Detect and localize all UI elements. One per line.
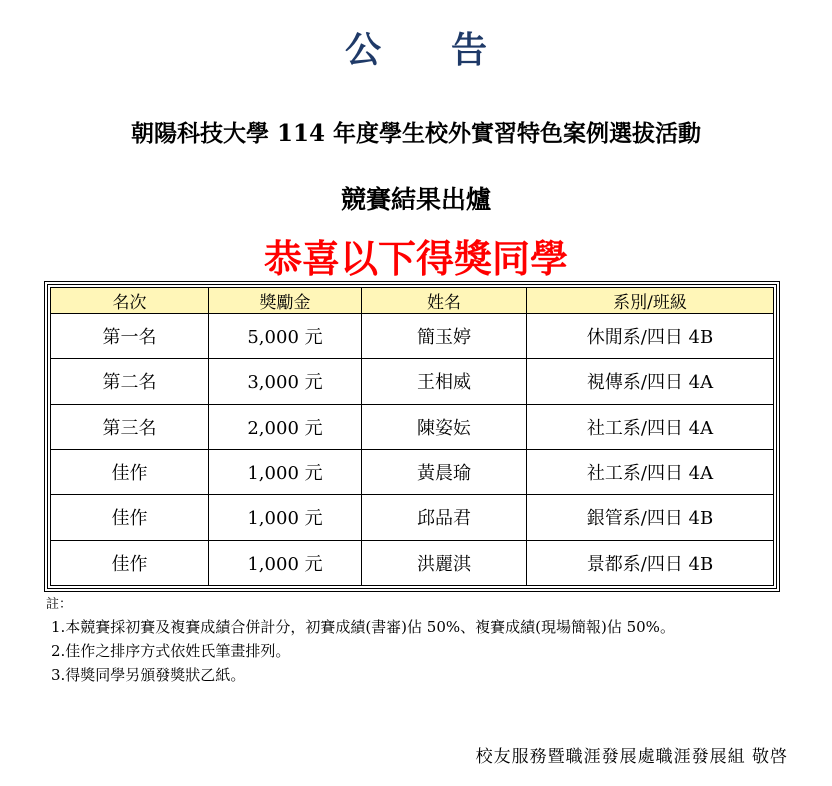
congrats-heading: 恭喜以下得獎同學	[263, 236, 568, 281]
event-title: 朝陽科技大學 114 年度學生校外實習特色案例選拔活動	[130, 120, 702, 147]
cell-rank: 第一名	[51, 314, 209, 359]
cell-name: 邱品君	[362, 495, 527, 540]
signature: 校友服務暨職涯發展處職涯發展組 敬啓	[475, 747, 788, 767]
cell-rank: 佳作	[51, 540, 209, 585]
cell-prize: 2,000 元	[209, 404, 362, 449]
cell-name: 王相威	[362, 359, 527, 404]
header-department: 系別/班級	[527, 288, 774, 314]
table-header-row	[51, 288, 774, 314]
table-row	[51, 540, 774, 585]
cell-department: 社工系/四日 4A	[527, 449, 774, 494]
notes-section	[46, 595, 675, 687]
cell-rank: 第三名	[51, 404, 209, 449]
cell-department: 銀管系/四日 4B	[527, 495, 774, 540]
table-row	[51, 404, 774, 449]
results-table-frame	[44, 281, 780, 592]
cell-name: 黃晨瑜	[362, 449, 527, 494]
cell-prize: 1,000 元	[209, 449, 362, 494]
table-row	[51, 495, 774, 540]
table-row	[51, 359, 774, 404]
cell-rank: 佳作	[51, 449, 209, 494]
notes-label: 註：	[46, 597, 73, 612]
cell-department: 社工系/四日 4A	[527, 404, 774, 449]
result-subtitle: 競賽結果出爐	[340, 185, 491, 214]
note-item: 1.本競賽採初賽及複賽成績合併計分，初賽成績(書審)佔 50%、複賽成績(現場簡報)佔 50%。	[51, 618, 675, 636]
cell-department: 景都系/四日 4B	[527, 540, 774, 585]
cell-department: 視傳系/四日 4A	[527, 359, 774, 404]
cell-rank: 第二名	[51, 359, 209, 404]
cell-name: 陳姿妘	[362, 404, 527, 449]
cell-prize: 1,000 元	[209, 540, 362, 585]
note-item: 3.得獎同學另頒發獎狀乙紙。	[51, 666, 246, 684]
note-item: 2.佳作之排序方式依姓氏筆畫排列。	[51, 642, 291, 660]
table-row	[51, 314, 774, 359]
cell-name: 洪麗淇	[362, 540, 527, 585]
cell-prize: 3,000 元	[209, 359, 362, 404]
cell-name: 簡玉婷	[362, 314, 527, 359]
cell-department: 休閒系/四日 4B	[527, 314, 774, 359]
table-row	[51, 449, 774, 494]
header-name: 姓名	[362, 288, 527, 314]
cell-prize: 5,000 元	[209, 314, 362, 359]
cell-rank: 佳作	[51, 495, 209, 540]
cell-prize: 1,000 元	[209, 495, 362, 540]
header-rank: 名次	[51, 288, 209, 314]
results-table	[50, 287, 774, 586]
announcement-title: 公告	[344, 29, 557, 71]
header-prize: 獎勵金	[209, 288, 362, 314]
